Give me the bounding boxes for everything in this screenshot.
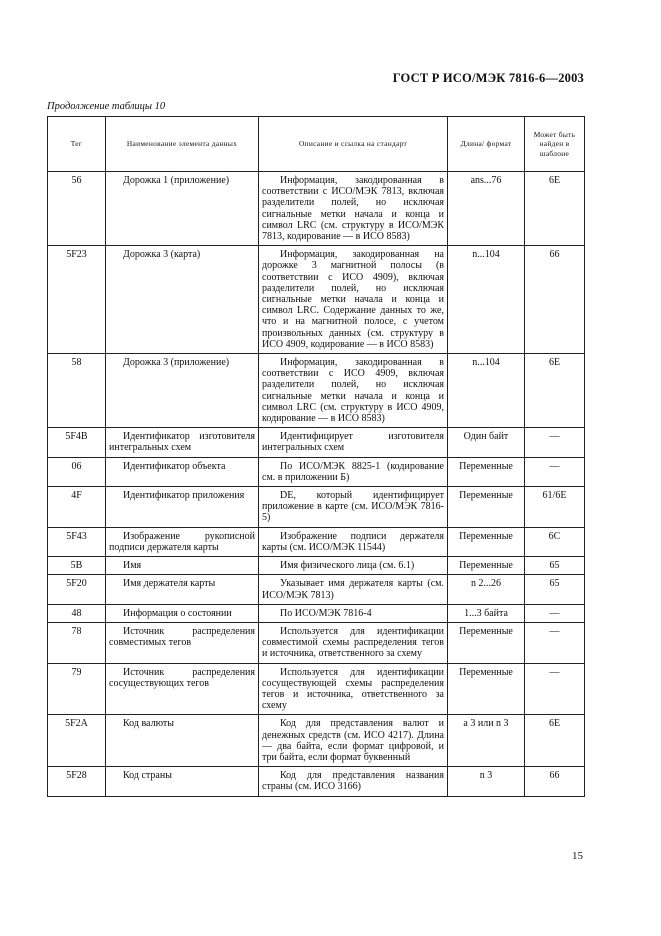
cell-description: Информация, закодированная на дорожке 3 магнитной полосы (в соответствии с ИСО 4909), включая разделители полей, но исключая сигнальные метки начала и конца и символ LRC. Содержание данных то же, что и на магнитной полосе, с учетом произвольных данных (см. структуру в ИСО 4909, кодирование — в ИСО 8583) bbox=[259, 246, 448, 354]
cell-description: По ИСО/МЭК 7816-4 bbox=[259, 604, 448, 622]
cell-name: Идентификатор изготовителя интегральных схем bbox=[106, 428, 259, 457]
cell-name: Изображение рукописной подписи держателя карты bbox=[106, 527, 259, 556]
cell-template: — bbox=[525, 663, 585, 715]
cell-tag: 5F43 bbox=[48, 527, 106, 556]
cell-description: По ИСО/МЭК 8825-1 (кодирование см. в приложении Б) bbox=[259, 457, 448, 486]
table-row bbox=[48, 457, 585, 486]
column-header-format: Длина/ формат bbox=[448, 117, 525, 172]
cell-description: Используется для идентификации совместимой схемы распределения тегов и источника, ответственного за схему bbox=[259, 622, 448, 663]
table-row bbox=[48, 246, 585, 354]
cell-description: Информация, закодированная в соответствии с ИСО 4909, включая разделители полей, но исключая сигнальные метки начала и конца и символ LRC (см. структуру в ИСО 4909, кодирование — в ИСО 8583) bbox=[259, 354, 448, 428]
cell-template: 61/6E bbox=[525, 487, 585, 528]
cell-tag: 5F4B bbox=[48, 428, 106, 457]
table-row bbox=[48, 527, 585, 556]
cell-tag: 5B bbox=[48, 557, 106, 575]
cell-tag: 78 bbox=[48, 622, 106, 663]
column-header-template: Может быть найден в шаблоне bbox=[525, 117, 585, 172]
cell-tag: 5F2A bbox=[48, 715, 106, 767]
cell-format: Переменные bbox=[448, 457, 525, 486]
table-row bbox=[48, 354, 585, 428]
table-row bbox=[48, 767, 585, 796]
cell-tag: 58 bbox=[48, 354, 106, 428]
column-header-description: Описание и ссылка на стандарт bbox=[259, 117, 448, 172]
cell-name: Дорожка 3 (карта) bbox=[106, 246, 259, 354]
cell-format: Один байт bbox=[448, 428, 525, 457]
cell-template: 6C bbox=[525, 527, 585, 556]
cell-name: Информация о состоянии bbox=[106, 604, 259, 622]
cell-description: Код для представления валют и денежных средств (см. ИСО 4217). Длина — два байта, если формат цифровой, и три байта, если формат буквенный bbox=[259, 715, 448, 767]
data-elements-table bbox=[47, 116, 585, 797]
column-header-tag: Тег bbox=[48, 117, 106, 172]
cell-format: Переменные bbox=[448, 527, 525, 556]
table-header-row bbox=[48, 117, 585, 172]
cell-description: Имя физического лица (см. 6.1) bbox=[259, 557, 448, 575]
cell-format: Переменные bbox=[448, 487, 525, 528]
cell-name: Идентификатор объекта bbox=[106, 457, 259, 486]
cell-format: n 3 bbox=[448, 767, 525, 796]
cell-template: 65 bbox=[525, 557, 585, 575]
cell-template: 6E bbox=[525, 172, 585, 246]
cell-template: 66 bbox=[525, 246, 585, 354]
cell-tag: 5F20 bbox=[48, 575, 106, 604]
cell-tag: 06 bbox=[48, 457, 106, 486]
standard-header: ГОСТ Р ИСО/МЭК 7816-6—2003 bbox=[392, 71, 584, 85]
cell-tag: 5F28 bbox=[48, 767, 106, 796]
cell-tag: 48 bbox=[48, 604, 106, 622]
table-row bbox=[48, 172, 585, 246]
table-row bbox=[48, 428, 585, 457]
cell-name: Источник распределения сосуществующих тегов bbox=[106, 663, 259, 715]
cell-format: n 2...26 bbox=[448, 575, 525, 604]
cell-format: n...104 bbox=[448, 354, 525, 428]
cell-description: Информация, закодированная в соответствии с ИСО/МЭК 7813, включая разделители полей, но исключая сигнальные метки начала и конца и символ LRC (см. структуру в ИСО/МЭК 7813, кодирование — в ИСО 8583) bbox=[259, 172, 448, 246]
cell-template: — bbox=[525, 622, 585, 663]
table-row bbox=[48, 604, 585, 622]
table-row bbox=[48, 622, 585, 663]
cell-tag: 79 bbox=[48, 663, 106, 715]
cell-tag: 4F bbox=[48, 487, 106, 528]
cell-name: Дорожка 3 (приложение) bbox=[106, 354, 259, 428]
cell-description: Идентифицирует изготовителя интегральных схем bbox=[259, 428, 448, 457]
cell-template: — bbox=[525, 457, 585, 486]
cell-format: n...104 bbox=[448, 246, 525, 354]
cell-name: Источник распределения совместимых тегов bbox=[106, 622, 259, 663]
table-row bbox=[48, 575, 585, 604]
cell-format: ans...76 bbox=[448, 172, 525, 246]
table-row bbox=[48, 663, 585, 715]
cell-name: Дорожка 1 (приложение) bbox=[106, 172, 259, 246]
table-continuation-caption: Продолжение таблицы 10 bbox=[47, 101, 166, 112]
cell-name: Идентификатор приложения bbox=[106, 487, 259, 528]
cell-template: 6E bbox=[525, 715, 585, 767]
cell-name: Имя держателя карты bbox=[106, 575, 259, 604]
cell-template: 66 bbox=[525, 767, 585, 796]
table-row bbox=[48, 487, 585, 528]
cell-name: Код валюты bbox=[106, 715, 259, 767]
cell-name: Код страны bbox=[106, 767, 259, 796]
cell-template: — bbox=[525, 604, 585, 622]
column-header-name: Наименование элемента данных bbox=[106, 117, 259, 172]
cell-format: Переменные bbox=[448, 622, 525, 663]
cell-name: Имя bbox=[106, 557, 259, 575]
cell-tag: 56 bbox=[48, 172, 106, 246]
cell-description: Изображение подписи держателя карты (см. ИСО/МЭК 11544) bbox=[259, 527, 448, 556]
table-row bbox=[48, 557, 585, 575]
cell-template: 6E bbox=[525, 354, 585, 428]
cell-format: Переменные bbox=[448, 557, 525, 575]
table-row bbox=[48, 715, 585, 767]
cell-description: Используется для идентификации сосуществующей схемы распределения тегов и источника, ответственного за схему bbox=[259, 663, 448, 715]
cell-description: Код для представления названия страны (см. ИСО 3166) bbox=[259, 767, 448, 796]
page-number: 15 bbox=[572, 850, 583, 862]
cell-template: — bbox=[525, 428, 585, 457]
cell-description: DE, который идентифицирует приложение в карте (см. ИСО/МЭК 7816-5) bbox=[259, 487, 448, 528]
cell-format: Переменные bbox=[448, 663, 525, 715]
cell-tag: 5F23 bbox=[48, 246, 106, 354]
cell-description: Указывает имя держателя карты (см. ИСО/МЭК 7813) bbox=[259, 575, 448, 604]
cell-format: 1...3 байта bbox=[448, 604, 525, 622]
cell-format: a 3 или n 3 bbox=[448, 715, 525, 767]
cell-template: 65 bbox=[525, 575, 585, 604]
